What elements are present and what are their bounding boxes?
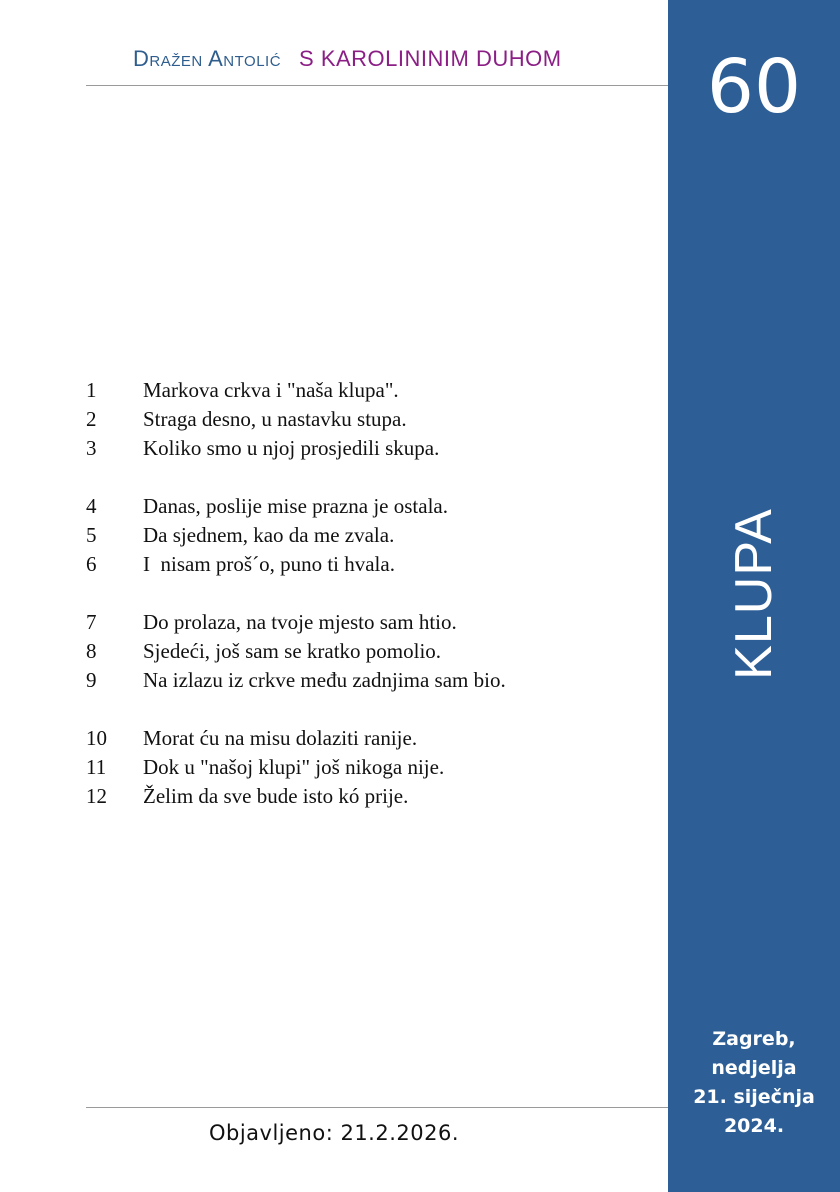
poem-line bbox=[86, 550, 656, 579]
line-text: Do prolaza, na tvoje mjesto sam htio. bbox=[143, 610, 457, 634]
place-date bbox=[668, 1025, 840, 1141]
poem-line bbox=[86, 434, 656, 463]
line-text: Da sjednem, kao da me zvala. bbox=[143, 523, 395, 547]
poem-title: KLUPA bbox=[725, 508, 783, 680]
line-text: Danas, poslije mise prazna je ostala. bbox=[143, 494, 448, 518]
line-text: Markova crkva i "naša klupa". bbox=[143, 378, 399, 402]
stanza-break bbox=[86, 579, 656, 608]
poem-line bbox=[86, 376, 656, 405]
line-number: 11 bbox=[86, 755, 107, 779]
line-text: Koliko smo u njoj prosjedili skupa. bbox=[143, 436, 440, 460]
poem-line bbox=[86, 782, 656, 811]
place-date-line: 21. siječnja bbox=[693, 1086, 815, 1108]
sidebar bbox=[668, 0, 840, 1192]
line-number: 7 bbox=[86, 610, 97, 634]
poem-body bbox=[86, 376, 656, 811]
line-number: 6 bbox=[86, 552, 97, 576]
header-divider bbox=[86, 85, 668, 86]
stanza-break bbox=[86, 463, 656, 492]
place-date-line: 2024. bbox=[723, 1115, 785, 1137]
poem-line bbox=[86, 637, 656, 666]
footer-divider bbox=[86, 1107, 668, 1108]
line-number: 2 bbox=[86, 407, 97, 431]
poem-line bbox=[86, 492, 656, 521]
line-text: Sjedeći, još sam se kratko pomolio. bbox=[143, 639, 442, 663]
published-date: Objavljeno: 21.2.2026. bbox=[208, 1121, 460, 1145]
poem-line bbox=[86, 608, 656, 637]
poem-line bbox=[86, 405, 656, 434]
line-number: 3 bbox=[86, 436, 97, 460]
line-text: Dok u "našoj klupi" još nikoga nije. bbox=[143, 755, 445, 779]
place-date-line: nedjelja bbox=[711, 1057, 797, 1079]
line-number: 12 bbox=[86, 784, 107, 808]
running-header bbox=[133, 46, 562, 72]
line-text: Želim da sve bude isto kó prije. bbox=[143, 784, 409, 808]
book-title: S KAROLININIM DUHOM bbox=[299, 46, 562, 71]
place-date-line: Zagreb, bbox=[712, 1028, 796, 1050]
line-number: 10 bbox=[86, 726, 107, 750]
poem-line bbox=[86, 724, 656, 753]
line-number: 4 bbox=[86, 494, 97, 518]
line-text: Morat ću na misu dolaziti ranije. bbox=[143, 726, 418, 750]
line-text: Na izlazu iz crkve među zadnjima sam bio. bbox=[143, 668, 506, 692]
line-text: Straga desno, u nastavku stupa. bbox=[143, 407, 407, 431]
poem-line bbox=[86, 521, 656, 550]
poem-line bbox=[86, 666, 656, 695]
stanza-break bbox=[86, 695, 656, 724]
page-number: 60 bbox=[706, 44, 802, 130]
author-name: Dražen Antolić bbox=[133, 46, 282, 71]
line-number: 1 bbox=[86, 378, 97, 402]
poem-line bbox=[86, 753, 656, 782]
line-number: 8 bbox=[86, 639, 97, 663]
line-number: 9 bbox=[86, 668, 97, 692]
line-text: I nisam proš´o, puno ti hvala. bbox=[143, 552, 395, 576]
line-number: 5 bbox=[86, 523, 97, 547]
